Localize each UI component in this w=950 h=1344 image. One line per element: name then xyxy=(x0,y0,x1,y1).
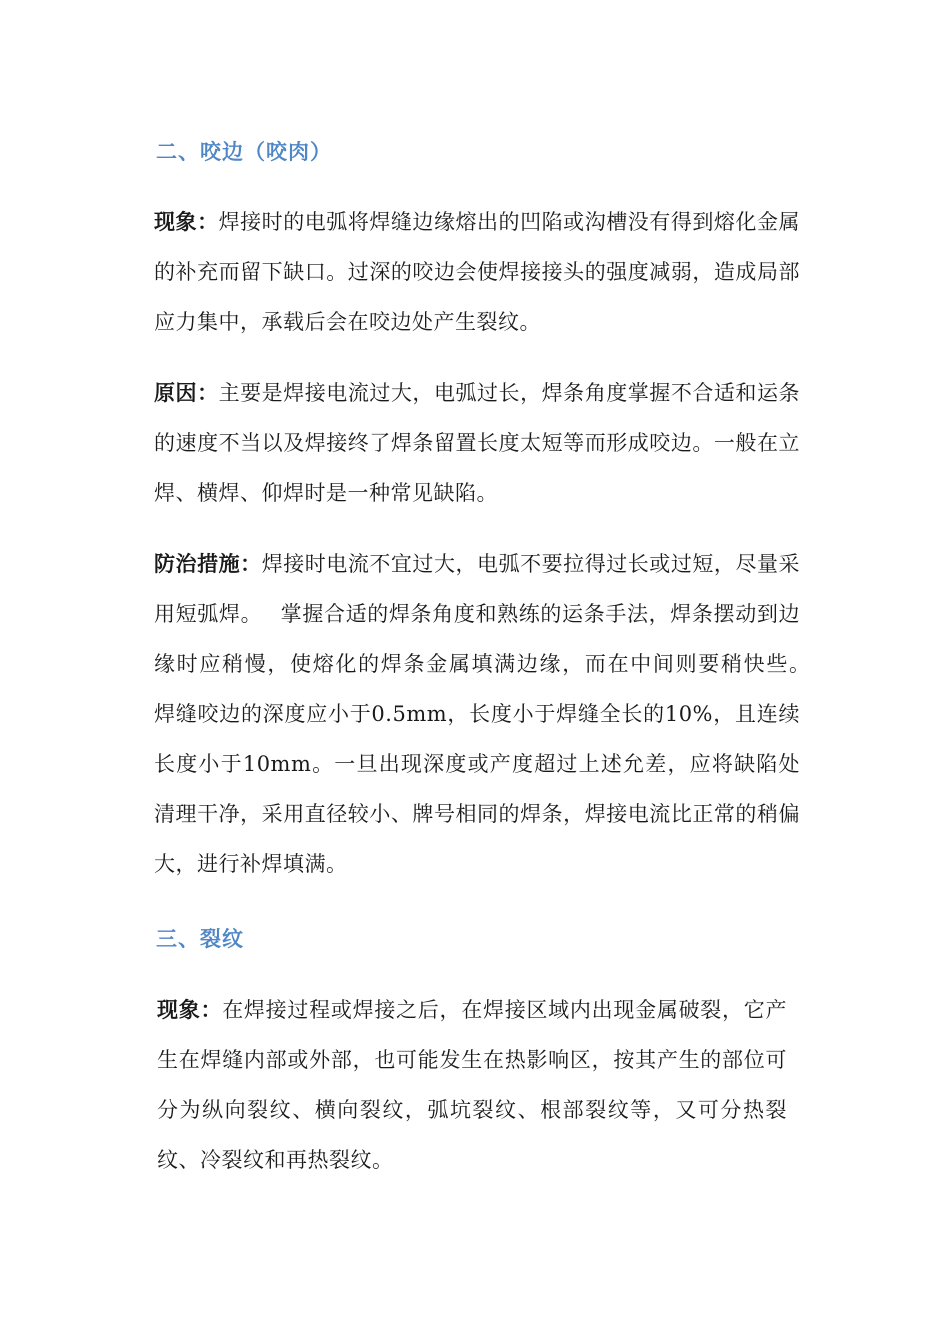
section-2-prevention-paragraph xyxy=(154,539,829,889)
cause-text: 主要是焊接电流过大，电弧过长，焊条角度掌握不合适和运条的速度不当以及焊接终了焊条留置长度太短等而形成咬边。一般在立焊、横焊、仰焊时是一种常见缺陷。 xyxy=(154,381,801,505)
cause-label: 原因： xyxy=(154,381,219,405)
phenomenon-label: 现象： xyxy=(154,210,219,234)
section-2-cause-paragraph xyxy=(154,368,800,518)
prevention-text: 焊接时电流不宜过大，电弧不要拉得过长或过短，尽量采用短弧焊。 掌握合适的焊条角度和熟练的运条手法，焊条摆动到边缘时应稍慢，使熔化的焊条金属填满边缘，而在中间则要稍快些。 焊缝咬边的深度应小于0.5mm，长度小于焊缝全长的10%，且连续长度小于10mm。一旦出现深度或产度超过上述允差，应将缺陷处清理干净，采用直径较小、牌号相同的焊条，焊接电流比正常的稍偏大，进行补焊填满。 xyxy=(154,552,829,876)
section-3-phenomenon-paragraph xyxy=(157,985,787,1185)
section-2-heading: 二、咬边（咬肉） xyxy=(156,140,332,164)
section-2-phenomenon-paragraph xyxy=(154,197,800,347)
prevention-label: 防治措施： xyxy=(154,552,262,576)
phenomenon-text: 焊接时的电弧将焊缝边缘熔出的凹陷或沟槽没有得到熔化金属的补充而留下缺口。过深的咬边会使焊接接头的强度减弱，造成局部应力集中，承载后会在咬边处产生裂纹。 xyxy=(154,210,801,334)
crack-phenomenon-text: 在焊接过程或焊接之后，在焊接区域内出现金属破裂，它产生在焊缝内部或外部，也可能发生在热影响区，按其产生的部位可分为纵向裂纹、横向裂纹，弧坑裂纹、根部裂纹等，又可分热裂纹、冷裂纹和再热裂纹。 xyxy=(157,998,788,1172)
crack-phenomenon-label: 现象： xyxy=(157,998,223,1022)
section-3-heading: 三、裂纹 xyxy=(156,927,244,951)
